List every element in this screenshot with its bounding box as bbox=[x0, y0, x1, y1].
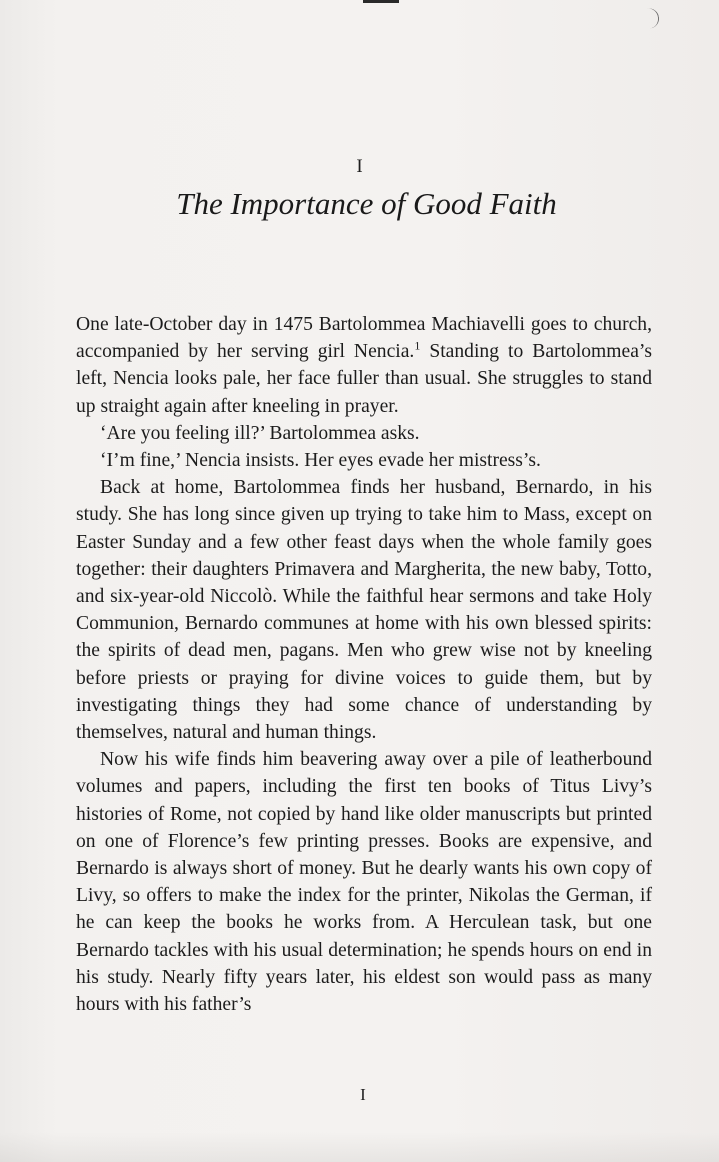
page-number: I bbox=[360, 1085, 366, 1104]
paragraph-5: Now his wife finds him beavering away over a pile of leatherbound volumes and papers, including the first ten books of Titus Livy’s histories of Rome, not copied by hand like older manuscripts but printed on one of Florence’s few printing presses. Books are expensive, and Bernardo is always short of money. But he dearly wants his own copy of Livy, so offers to make the index for the printer, Nikolas the German, if he can keep the books he works from. A Herculean task, but one Bernardo tackles with his usual determination; he spends hours on end in his study. Nearly fifty years later, his eldest son would pass as many hours with his father’s bbox=[76, 749, 652, 1016]
chapter-title: The Importance of Good Faith bbox=[176, 186, 557, 221]
paragraph-2: ‘Are you feeling ill?’ Bartolommea asks. bbox=[100, 422, 420, 444]
paragraph-4: Back at home, Bartolommea finds her husband, Bernardo, in his study. She has long since given up trying to take him to Mass, except on Easter Sunday and a few other feast days when the whole family goes together: their daughters Primavera and Margherita, the new baby, Totto, and six-year-old Niccolò. While the faithful hear sermons and take Holy Communion, Bernardo communes at home with his own blessed spirits: the spirits of dead men, pagans. Men who grew wise not by kneeling before priests or praying for divine voices to guide them, but by investigating things they had some chance of understanding by themselves, natural and human things. bbox=[76, 477, 652, 744]
top-edge-mark bbox=[363, 0, 399, 3]
page-shadow bbox=[0, 1132, 719, 1162]
footnote-marker[interactable]: 1 bbox=[414, 338, 421, 353]
chapter-number: I bbox=[356, 156, 363, 177]
paragraph-1: One late-October day in 1475 Bartolommea Machiavelli goes to church, accompanied by her serving girl Nencia.$^1$ Standing to Bartolommea’s left, Nencia looks pale, her face fuller than usual. She struggles to stand up straight again after kneeling in prayer. bbox=[76, 314, 652, 417]
paragraph-3: ‘I’m fine,’ Nencia insists. Her eyes evade her mistress’s. bbox=[100, 450, 541, 472]
body-text bbox=[76, 311, 652, 1018]
corner-pencil-mark bbox=[645, 7, 661, 29]
